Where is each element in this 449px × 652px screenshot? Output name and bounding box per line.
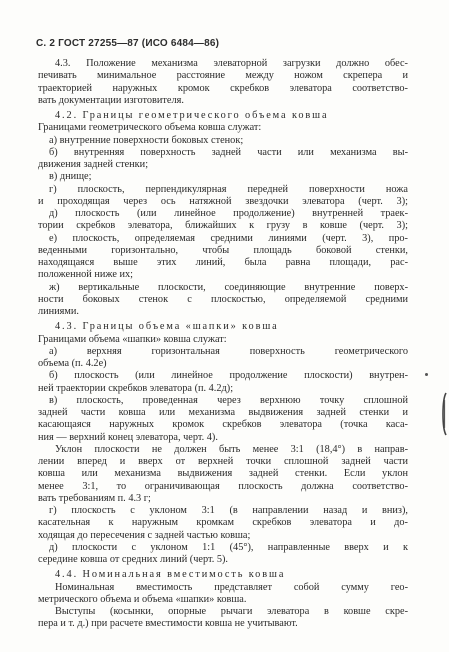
text-line: объема (п. 4.2е) [38, 358, 107, 369]
section-heading: 4.3. Границы объема «шапки» ковша [55, 321, 279, 333]
text-line: е) плоскость, определяемая средними линиями (черт. 3), про- [49, 232, 408, 244]
text-line: ходящая до пересечения с задней частью ковша; [38, 529, 251, 541]
text-line: б) внутренняя поверхность задней части или механизма вы- [49, 146, 408, 158]
text-line: Границами объема «шапки» ковша служат: [38, 333, 227, 345]
text-line: метрического объема и объема «шапки» ковша. [38, 593, 247, 605]
text-line: пера и т. д.) при расчете вместимости ковша не учитывают. [38, 618, 298, 630]
text-line: г) плоскость, перпендикулярная передней поверхности ножа [49, 183, 408, 195]
text-line: середине ковша от средних линий (черт. 5). [38, 554, 229, 565]
margin-dot-mark [425, 373, 428, 376]
text-line: вать документации изготовителя. [38, 94, 184, 106]
text-line: Выступы (косынки, опорные рычаги элеватора в ковше скре- [55, 606, 408, 617]
text-line: вать требованиям п. 4.3 г; [38, 492, 151, 504]
text-line: находящаяся выше этих линий, была равна площади, рас- [38, 257, 408, 268]
text-line: ней траектории скребков элеватора (п. 4.2д); [38, 382, 234, 394]
text-line: г) плоскость с уклоном 3:1 (в направлении назад и вниз), [49, 505, 408, 516]
text-line: ности боковых стенок с плоскостью, определяемой средними [38, 293, 408, 305]
text-line: касательная к наружным кромкам скребков элеватора и до- [38, 517, 408, 529]
text-line: ния — верхний конец элеватора, черт. 4). [38, 431, 218, 443]
text-line: д) плоскости с уклоном 1:1 (45°), направленные вверх и к [49, 541, 408, 553]
text-line: тории скребков элеватора, ближайших к грузу в ковше (черт. 3); [38, 220, 408, 232]
text-line: д) плоскость (или линейное продолжение) внутренней траек- [49, 208, 408, 219]
text-line: в) днище; [49, 171, 92, 183]
text-line: и проходящая через ось натяжной звездочки элеватора (черт. 3); [38, 195, 408, 207]
text-line: задней части ковша или механизма выдвижения задней стенки и [38, 407, 408, 418]
text-line: Уклон плоскости не должен быть менее 3:1 (18,4°) в направ- [55, 443, 408, 455]
margin-bracket-mark [441, 392, 447, 436]
text-line: Номинальная вместимость представляет собой сумму гео- [55, 581, 408, 593]
text-line: Границами геометрического объема ковша служат: [38, 122, 262, 134]
text-line: веденными горизонтально, чтобы площадь боковой стенки, [38, 244, 408, 256]
text-line: касающаяся наружных кромок скребков элеватора (точка каса- [38, 419, 408, 431]
text-line: положенной ниже их; [38, 269, 134, 281]
text-line: траекторией наружных кромок скребков элеватора соответство- [38, 82, 408, 94]
text-line: ж) вертикальные плоскости, соединяющие внутренние поверх- [49, 281, 408, 293]
text-line: лении вперед и вверх от верхней точки сплошной задней части [38, 456, 408, 467]
text-line: б) плоскость (или линейное продолжение плоскости) внутрен- [49, 370, 408, 382]
text-line: менее 3:1, то ограничивающая плоскость должна соответство- [38, 480, 408, 492]
section-heading: 4.2. Границы геометрического объема ковша [55, 110, 329, 121]
section-heading: 4.4. Номинальная вместимость ковша [55, 569, 286, 581]
text-line: ковша или механизма выдвижения задней стенки. Если уклон [38, 468, 408, 480]
text-line: в) плоскость, проведенная через верхнюю точку сплошной [49, 394, 408, 406]
text-line: 4.3. Положение механизма элеваторной загрузки должно обес- [55, 58, 408, 69]
document-body [38, 58, 408, 631]
text-line: линиями. [38, 306, 80, 317]
page-header: С. 2 ГОСТ 27255—87 (ИСО 6484—86) [36, 38, 220, 49]
text-line: печивать минимальное расстояние между ножом скрепера и [38, 70, 408, 82]
text-line: а) верхняя горизонтальная поверхность геометрического [49, 345, 408, 357]
text-line: движения задней стенки; [38, 159, 149, 170]
text-line: а) внутренние поверхности боковых стенок; [49, 134, 244, 146]
